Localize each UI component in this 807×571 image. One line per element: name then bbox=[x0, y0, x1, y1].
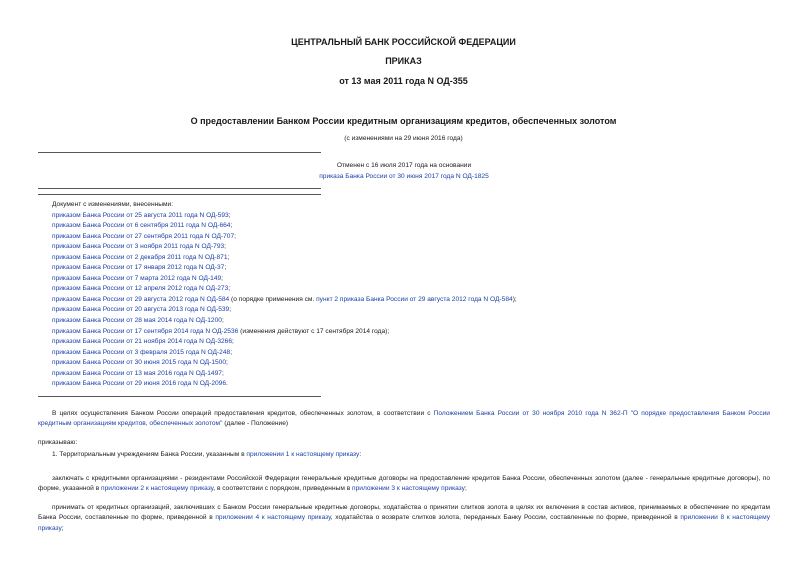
list-item: приказом Банка России от 21 ноября 2014 года N ОД-3266; bbox=[52, 338, 234, 346]
amendment-note: (с изменениями на 29 июня 2016 года) bbox=[344, 135, 463, 142]
issuer-heading: ЦЕНТРАЛЬНЫЙ БАНК РОССИЙСКОЙ ФЕДЕРАЦИИ bbox=[291, 37, 516, 47]
amendment-link[interactable]: приказом Банка России от 17 января 2012 года N ОД-37 bbox=[52, 264, 225, 272]
amendment-link[interactable]: приказом Банка России от 21 ноября 2014 года N ОД-3266 bbox=[52, 338, 232, 346]
list-item: приказом Банка России от 29 августа 2012 года N ОД-584 (о порядке применения см. пункт 2 приказа Банка России от 29 августа 2012 года N ОД-584); bbox=[52, 295, 517, 303]
amendment-link[interactable]: приказом Банка России от 29 августа 2012 года N ОД-584 bbox=[52, 295, 230, 303]
appendix-4-link[interactable]: приложении 4 к настоящему приказу bbox=[215, 514, 331, 522]
list-item: приказом Банка России от 12 апреля 2012 года N ОД-273; bbox=[52, 285, 231, 293]
amendment-link[interactable]: приказом Банка России от 3 ноября 2011 года N ОД-793 bbox=[52, 243, 225, 251]
amendment-link[interactable]: приказом Банка России от 6 сентября 2011 года N ОД-664 bbox=[52, 222, 231, 230]
list-item: приказом Банка России от 29 июня 2016 года N ОД-2096. bbox=[52, 380, 228, 388]
amendment-link[interactable]: приказом Банка России от 28 мая 2014 года N ОД-1200 bbox=[52, 317, 222, 325]
amendment-link[interactable]: приказом Банка России от 30 июня 2015 года N ОД-1500 bbox=[52, 359, 227, 367]
appendix-8-link[interactable]: приложении 8 к настоящему приказу bbox=[38, 514, 770, 532]
regulation-link[interactable]: Положением Банка России от 30 ноября 2010 года N 362-П "О порядке предоставления Банком России кредитным организациям кредитов, обеспеченных золотом" bbox=[38, 410, 770, 428]
paragraph-petitions: принимать от кредитных организаций, заключивших с Банком России генеральные кредитные договоры, ходатайства о принятии слитков золота в целях их включения в состав активов, принимаемых в обеспечение по кредитам Банка России, составленные по форме, приведенной в приложении 4 к настоящему приказу, ходатайства о возврате слитков золота, переданных Банку России, составленные по форме, приведенной в приложении 8 к настоящему приказу; bbox=[38, 504, 770, 532]
cancellation-text: Отменен с 16 июля 2017 года на основании bbox=[336, 162, 472, 169]
doc-type-heading: ПРИКАЗ bbox=[385, 56, 422, 66]
list-item: приказом Банка России от 13 мая 2016 года N ОД-1497; bbox=[52, 369, 224, 377]
cancellation-link[interactable]: приказа Банка России от 30 июня 2017 года N ОД-1825 bbox=[319, 173, 489, 180]
divider-top bbox=[38, 152, 321, 153]
amendment-link[interactable]: приказом Банка России от 2 декабря 2011 года N ОД-871 bbox=[52, 253, 228, 261]
list-item: приказом Банка России от 25 августа 2011 года N ОД-593; bbox=[52, 211, 231, 219]
list-item: приказом Банка России от 3 февраля 2015 года N ОД-248; bbox=[52, 348, 233, 356]
amendment-link[interactable]: приказом Банка России от 17 сентября 2014 года N ОД-2536 bbox=[52, 327, 239, 335]
list-item: приказом Банка России от 20 августа 2013 года N ОД-539; bbox=[52, 306, 232, 314]
list-item: приказом Банка России от 7 марта 2012 года N ОД-149; bbox=[52, 274, 224, 282]
amendment-link[interactable]: приказом Банка России от 27 сентября 2011 года N ОД-707 bbox=[52, 232, 235, 240]
amendment-link[interactable]: приказом Банка России от 3 февраля 2015 года N ОД-248 bbox=[52, 348, 231, 356]
list-item: приказом Банка России от 6 сентября 2011 года N ОД-664; bbox=[52, 222, 233, 230]
divider-mid-2 bbox=[38, 194, 321, 195]
date-number-heading: от 13 мая 2011 года N ОД-355 bbox=[339, 76, 468, 86]
list-item: приказом Банка России от 3 ноября 2011 года N ОД-793; bbox=[52, 243, 227, 251]
paragraph-preamble: В целях осуществления Банком России операций предоставления кредитов, обеспеченных золотом, в соответствии с Положением Банка России от 30 ноября 2010 года N 362-П "О порядке предоставления Банком России кредитным организациям кредитов, обеспеченных золотом" (далее - Положение) bbox=[38, 410, 770, 428]
appendix-1-link[interactable]: приложении 1 к настоящему приказу bbox=[246, 451, 360, 458]
amendments-list bbox=[52, 200, 517, 390]
amendment-link[interactable]: приказом Банка России от 25 августа 2011 года N ОД-593 bbox=[52, 211, 229, 219]
list-item: приказом Банка России от 27 сентября 2011 года N ОД-707; bbox=[52, 232, 236, 240]
divider-mid-1 bbox=[38, 188, 321, 189]
amendment-link[interactable]: приказом Банка России от 7 марта 2012 года N ОД-149 bbox=[52, 274, 222, 282]
amendment-link[interactable]: приказом Банка России от 20 августа 2013 года N ОД-539 bbox=[52, 306, 230, 314]
amendment-clause-link[interactable]: пункт 2 приказа Банка России от 29 августа 2012 года N ОД-584 bbox=[316, 295, 513, 303]
list-item: приказом Банка России от 17 сентября 2014 года N ОД-2536 (изменения действуют с 17 сентября 2014 года); bbox=[52, 327, 390, 335]
document-title: О предоставлении Банком России кредитным организациям кредитов, обеспеченных золотом bbox=[190, 116, 617, 126]
list-item: приказом Банка России от 30 июня 2015 года N ОД-1500; bbox=[52, 359, 228, 367]
amendment-link[interactable]: приказом Банка России от 29 июня 2016 года N ОД-2096 bbox=[52, 380, 227, 388]
appendix-3-link[interactable]: приложении 3 к настоящему приказу bbox=[352, 485, 465, 493]
amendments-heading: Документ с изменениями, внесенными: bbox=[52, 201, 174, 208]
list-item: приказом Банка России от 17 января 2012 года N ОД-37; bbox=[52, 264, 227, 272]
divider-bottom bbox=[38, 396, 321, 397]
appendix-2-link[interactable]: приложении 2 к настоящему приказу bbox=[101, 485, 214, 493]
amendment-link[interactable]: приказом Банка России от 12 апреля 2012 года N ОД-273 bbox=[52, 285, 229, 293]
paragraph-clause-1: 1. Территориальным учреждениям Банка России, указанным в приложении 1 к настоящему приказу: bbox=[52, 451, 362, 458]
list-item: приказом Банка России от 2 декабря 2011 года N ОД-871; bbox=[52, 253, 230, 261]
list-item: приказом Банка России от 28 мая 2014 года N ОД-1200; bbox=[52, 317, 224, 325]
paragraph-order: приказываю: bbox=[38, 439, 78, 446]
paragraph-contracts: заключать с кредитными организациями - резидентами Российской Федерации генеральные кредитные договоры на предоставление кредитов Банка России, обеспеченных золотом (далее - генеральные кредитные договоры), по форме, указанной в приложении 2 к настоящему приказу, в соответствии с порядком, приведенным в приложении 3 к настоящему приказу; bbox=[38, 475, 770, 493]
amendment-link[interactable]: приказом Банка России от 13 мая 2016 года N ОД-1497 bbox=[52, 369, 222, 377]
